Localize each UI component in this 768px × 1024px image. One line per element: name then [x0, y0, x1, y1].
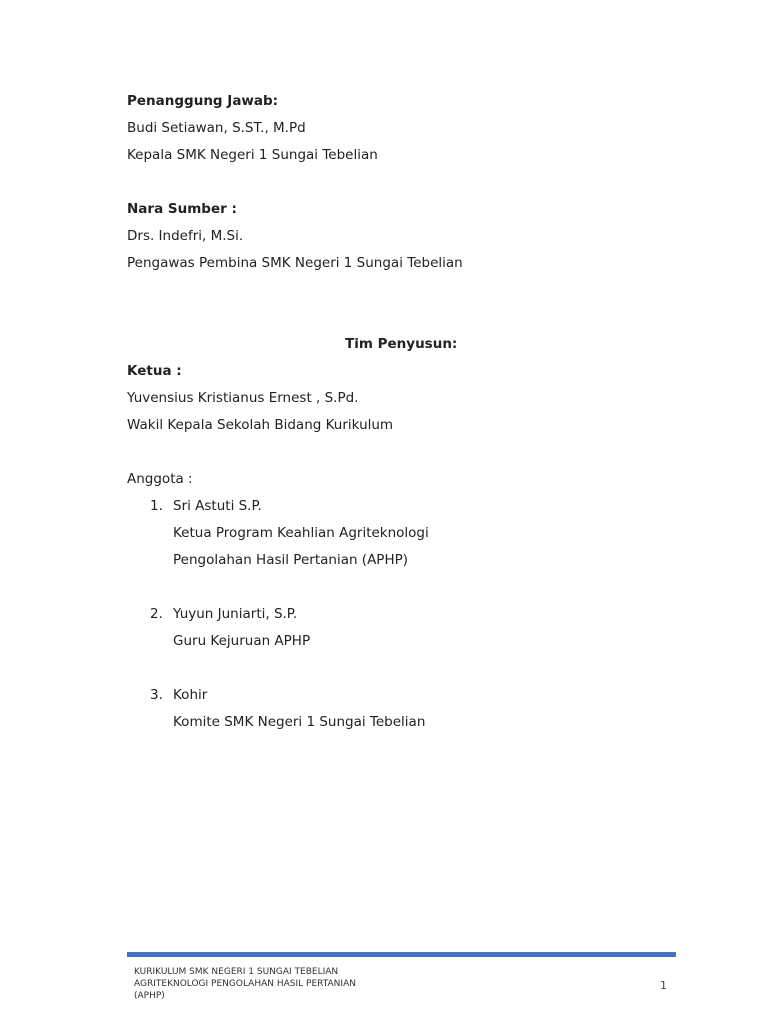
anggota-heading: Anggota : [127, 471, 193, 487]
member-position: Komite SMK Negeri 1 Sungai Tebelian [173, 714, 426, 730]
member-number: 2. [150, 606, 163, 622]
member-name: Sri Astuti S.P. [173, 498, 262, 514]
nara-sumber-name: Drs. Indefri, M.Si. [127, 228, 244, 244]
footer-divider [127, 952, 676, 957]
footer-title-line-1: KURIKULUM SMK NEGERI 1 SUNGAI TEBELIAN [134, 967, 339, 977]
ketua-position: Wakil Kepala Sekolah Bidang Kurikulum [127, 417, 394, 433]
member-position: Guru Kejuruan APHP [173, 633, 311, 649]
nara-sumber-position: Pengawas Pembina SMK Negeri 1 Sungai Tebelian [127, 255, 463, 271]
ketua-name: Yuvensius Kristianus Ernest , S.Pd. [127, 390, 359, 406]
member-name: Kohir [173, 687, 208, 703]
member-number: 3. [150, 687, 163, 703]
tim-penyusun-heading: Tim Penyusun: [345, 336, 458, 352]
member-position: Pengolahan Hasil Pertanian (APHP) [173, 552, 409, 568]
penanggung-jawab-name: Budi Setiawan, S.ST., M.Pd [127, 120, 306, 136]
member-position: Ketua Program Keahlian Agriteknologi [173, 525, 429, 541]
footer-title-line-2: AGRITEKNOLOGI PENGOLAHAN HASIL PERTANIAN [134, 979, 356, 989]
penanggung-jawab-position: Kepala SMK Negeri 1 Sungai Tebelian [127, 147, 378, 163]
footer-title-line-3: (APHP) [134, 991, 165, 1001]
penanggung-jawab-heading: Penanggung Jawab: [127, 93, 279, 109]
ketua-heading: Ketua : [127, 363, 182, 379]
member-number: 1. [150, 498, 163, 514]
nara-sumber-heading: Nara Sumber : [127, 201, 237, 217]
member-name: Yuyun Juniarti, S.P. [173, 606, 298, 622]
page-number: 1 [660, 979, 667, 992]
